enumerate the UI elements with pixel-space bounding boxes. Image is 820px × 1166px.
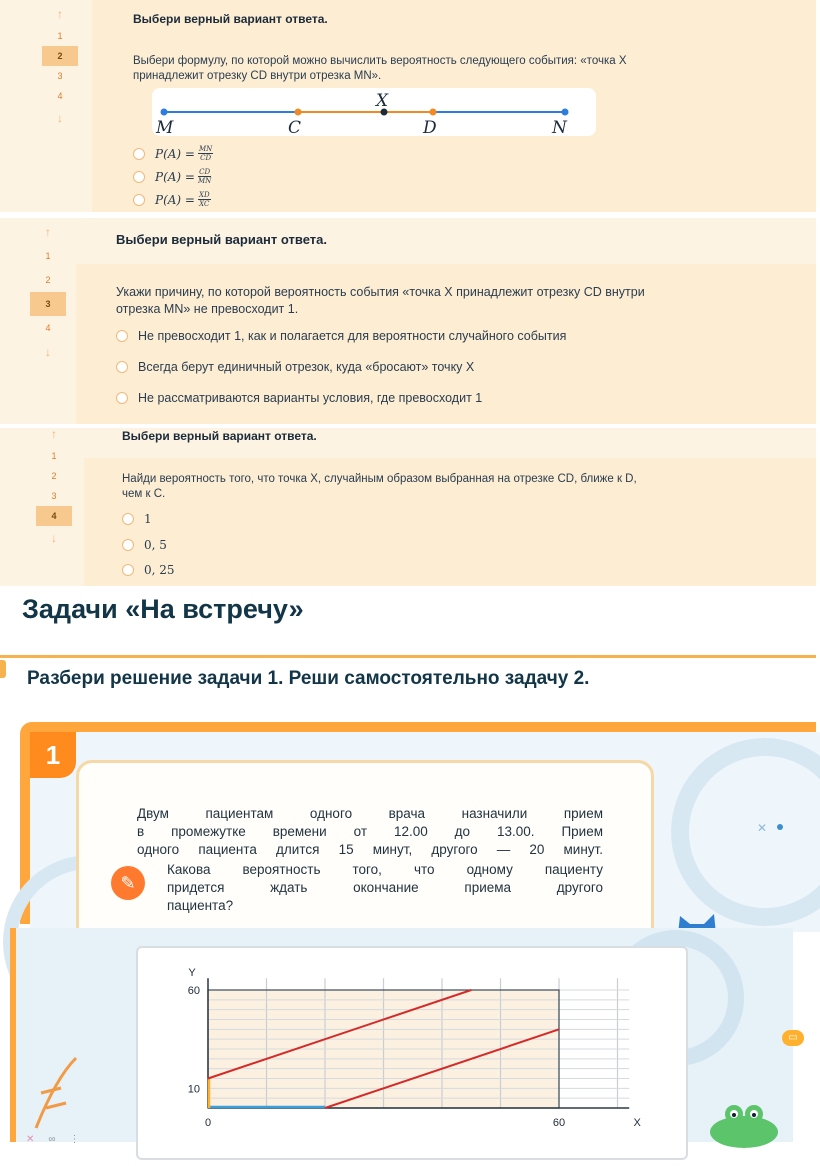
question-text: Выбери формулу, по которой можно вычислить вероятность следующего события: «точка X принадлежит отрезку CD внутри отрезка MN». — [133, 55, 627, 82]
radio-button[interactable] — [122, 513, 134, 525]
question-text: Укажи причину, по которой вероятность события «точка X принадлежит отрезку CD внутри отрезка MN» не превосходит 1. — [116, 285, 645, 316]
task-background — [30, 732, 820, 932]
nav-item-3[interactable]: 3 — [57, 71, 63, 81]
answer-option-2[interactable]: Всегда берут единичный отрезок, куда «бросают» точку X — [116, 360, 474, 374]
y-tick-label: 10 — [187, 1083, 200, 1096]
task-card — [76, 760, 654, 956]
segment-diagram — [152, 88, 596, 136]
nav-up-icon[interactable]: ↑ — [57, 7, 63, 21]
nav-item-4[interactable]: 4 — [36, 506, 72, 526]
quiz-card-1 — [0, 0, 816, 212]
quiz-card-3 — [0, 428, 816, 586]
answer-option-2[interactable]: P(A) = $\frac{CD}{MN}$ — [133, 168, 211, 185]
task-question: Какова вероятность того, что одному пациенту придется ждать окончание приема другого пациента? — [167, 862, 603, 913]
question-nav — [42, 2, 78, 130]
x-tick-label: 0 — [204, 1117, 212, 1129]
solution-chart — [138, 948, 686, 1158]
answer-option-1[interactable]: P(A) = $\frac{MN}{CD}$ — [133, 145, 213, 162]
task-panel — [20, 722, 816, 924]
nav-item-3[interactable]: 3 — [51, 491, 57, 501]
bullet-marker — [0, 660, 6, 678]
nav-item-3[interactable]: 3 — [30, 292, 66, 316]
pencil-icon: ✎ — [111, 866, 145, 900]
question-nav — [36, 422, 72, 550]
nav-down-icon[interactable]: ↓ — [51, 531, 57, 545]
radio-button[interactable] — [116, 330, 128, 342]
close-icon[interactable]: ✕ — [26, 1134, 35, 1145]
point-x: X — [376, 91, 389, 111]
frog-mascot-icon — [696, 1100, 786, 1142]
nav-item-2[interactable]: 2 — [45, 275, 51, 285]
more-icon[interactable]: ⋮ — [69, 1134, 80, 1145]
answer-option-2[interactable]: 0, 5 — [122, 538, 167, 552]
graph-card — [136, 946, 688, 1160]
nav-item-1[interactable]: 1 — [51, 451, 57, 461]
graph-panel — [10, 928, 798, 1142]
segment-figure — [152, 88, 596, 136]
point-n: N — [552, 118, 567, 138]
question-nav — [30, 220, 66, 364]
subtitle-bar — [0, 655, 816, 704]
nav-item-2[interactable]: 2 — [51, 471, 57, 481]
radio-button[interactable] — [122, 539, 134, 551]
answer-option-3[interactable]: 0, 25 — [122, 563, 175, 577]
nav-item-1[interactable]: 1 — [57, 31, 63, 41]
nav-item-4[interactable]: 4 — [57, 91, 63, 101]
x-tick-label: 60 — [552, 1117, 566, 1129]
question-text: Найди вероятность того, что точка X, случайным образом выбранная на отрезке CD, ближе к D, чем к C. — [122, 473, 637, 500]
nav-up-icon[interactable]: ↑ — [51, 427, 57, 441]
point-m: M — [156, 118, 174, 138]
y-axis-label: Y — [188, 967, 196, 980]
radio-button[interactable] — [116, 361, 128, 373]
quiz-title: Выбери верный вариант ответа. — [133, 12, 328, 26]
y-tick-label: 60 — [187, 985, 200, 997]
answer-option-1[interactable]: 1 — [122, 512, 152, 526]
expand-icon[interactable]: ▭ — [782, 1030, 804, 1046]
quiz-title: Выбери верный вариант ответа. — [122, 429, 317, 443]
task-number: 1 — [30, 732, 76, 778]
svg-text:✕: ✕ — [757, 821, 768, 835]
radio-button[interactable] — [116, 392, 128, 404]
nav-down-icon[interactable]: ↓ — [57, 111, 63, 125]
x-axis-label: X — [633, 1117, 641, 1129]
nav-item-1[interactable]: 1 — [45, 251, 51, 261]
nav-item-4[interactable]: 4 — [45, 323, 51, 333]
radio-button[interactable] — [133, 194, 145, 206]
radio-button[interactable] — [133, 171, 145, 183]
answer-option-1[interactable]: Не превосходит 1, как и полагается для вероятности случайного события — [116, 329, 566, 343]
nav-up-icon[interactable]: ↑ — [45, 225, 51, 239]
point-c: C — [288, 118, 302, 138]
nav-item-2[interactable]: 2 — [42, 46, 78, 66]
graph-background — [16, 928, 798, 1142]
link-icon[interactable]: ∞ — [48, 1134, 56, 1145]
nav-down-icon[interactable]: ↓ — [45, 345, 51, 359]
section-title: Задачи «На встречу» — [22, 594, 304, 624]
answer-option-3[interactable]: Не рассматриваются варианты условия, где превосходит 1 — [116, 391, 482, 405]
quiz-title: Выбери верный вариант ответа. — [116, 232, 327, 247]
subtitle: Разбери решение задачи 1. Реши самостоятельно задачу 2. — [27, 668, 590, 689]
footer-toolbar — [26, 1134, 96, 1148]
point-d: D — [423, 118, 437, 138]
task-text: Двум пациентам одного врача назначили прием в промежутке времени от 12.00 до 13.00. Прием одного пациента длится 15 минут, другого — 20 минут. — [137, 806, 603, 857]
radio-button[interactable] — [122, 564, 134, 576]
answer-option-3[interactable]: P(A) = $\frac{XD}{XC}$ — [133, 191, 211, 208]
quiz-card-2 — [0, 218, 816, 424]
radio-button[interactable] — [133, 148, 145, 160]
